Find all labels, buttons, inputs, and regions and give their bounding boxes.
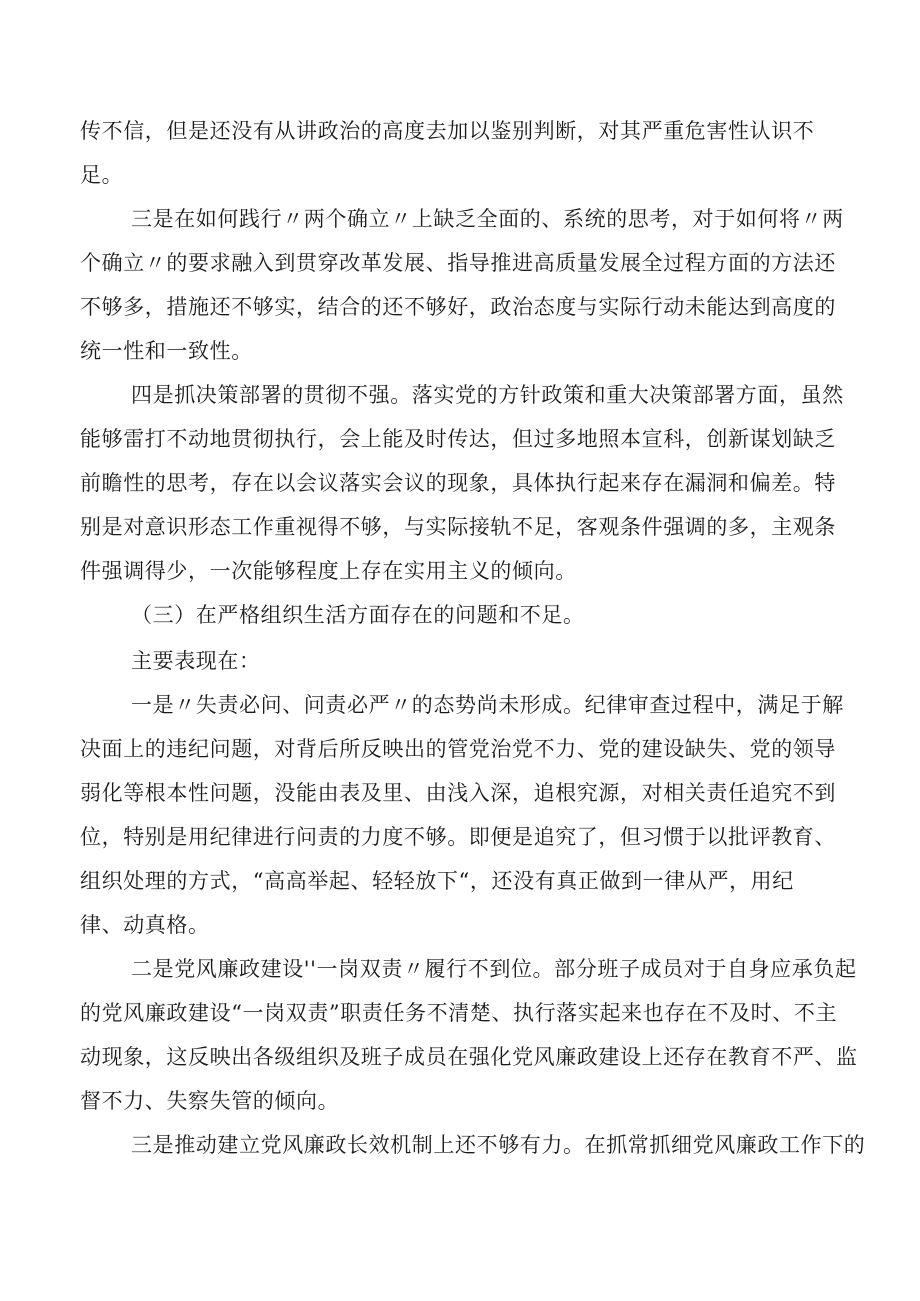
- text-line: 三是推动建立党风廉政长效机制上还不够有力。在抓常抓细党风廉政工作下的: [131, 1133, 866, 1157]
- text-line: 主要表现在：: [131, 649, 261, 673]
- text-line: 件强调得少，一次能够程度上存在实用主义的倾向。: [80, 559, 577, 583]
- text-line: 能够雷打不动地贯彻执行，会上能及时传达，但过多地照本宣科，创新谋划缺乏: [80, 427, 836, 451]
- text-line: 督不力、失察失管的倾向。: [80, 1089, 340, 1113]
- text-line: 四是抓决策部署的贯彻不强。落实党的方针政策和重大决策部署方面，虽然: [131, 383, 844, 407]
- text-line: 组织处理的方式，“高高举起、轻轻放下“，还没有真正做到一律从严，用纪: [80, 869, 794, 893]
- text-line: 决面上的违纪问题，对背后所反映出的管党治党不力、党的建设缺失、党的领导: [80, 737, 836, 761]
- text-line: 不够多，措施还不够实，结合的还不够好，政治态度与实际行动未能达到高度的: [80, 295, 836, 319]
- text-line: 统一性和一致性。: [80, 339, 253, 363]
- text-line: 别是对意识形态工作重视得不够，与实际接轨不足，客观条件强调的多，主观条: [80, 515, 836, 539]
- text-line: 个确立〃的要求融入到贯穿改革发展、指导推进高质量发展全过程方面的方法还: [80, 251, 836, 275]
- text-line: 一是〃失责必问、问责必严〃的态势尚未形成。纪律审查过程中，满足于解: [131, 693, 844, 717]
- text-line: 动现象，这反映出各级组织及班子成员在强化党风廉政建设上还存在教育不严、监: [80, 1045, 858, 1069]
- text-line: 的党风廉政建设“一岗双责”职责任务不清楚、执行落实起来也存在不及时、不主: [80, 1001, 838, 1025]
- text-line: 二是党风廉政建设''一岗双责〃履行不到位。部分班子成员对于自身应承负起: [131, 957, 857, 981]
- text-line: 位，特别是用纪律进行问责的力度不够。即便是追究了，但习惯于以批评教育、: [80, 825, 836, 849]
- text-line: 弱化等根本性问题，没能由表及里、由浅入深，追根究源，对相关责任追究不到: [80, 781, 836, 805]
- text-line: 三是在如何践行〃两个确立〃上缺乏全面的、系统的思考，对于如何将〃两: [131, 207, 844, 231]
- text-line: 律、动真格。: [80, 913, 210, 937]
- text-line: 足。: [80, 163, 124, 187]
- text-line: 前瞻性的思考，存在以会议落实会议的现象，具体执行起来存在漏洞和偏差。特: [80, 471, 836, 495]
- text-line: 传不信，但是还没有从讲政治的高度去加以鉴别判断，对其严重危害性认识不: [80, 119, 815, 143]
- section-heading: （三）在严格组织生活方面存在的问题和不足。: [131, 603, 585, 627]
